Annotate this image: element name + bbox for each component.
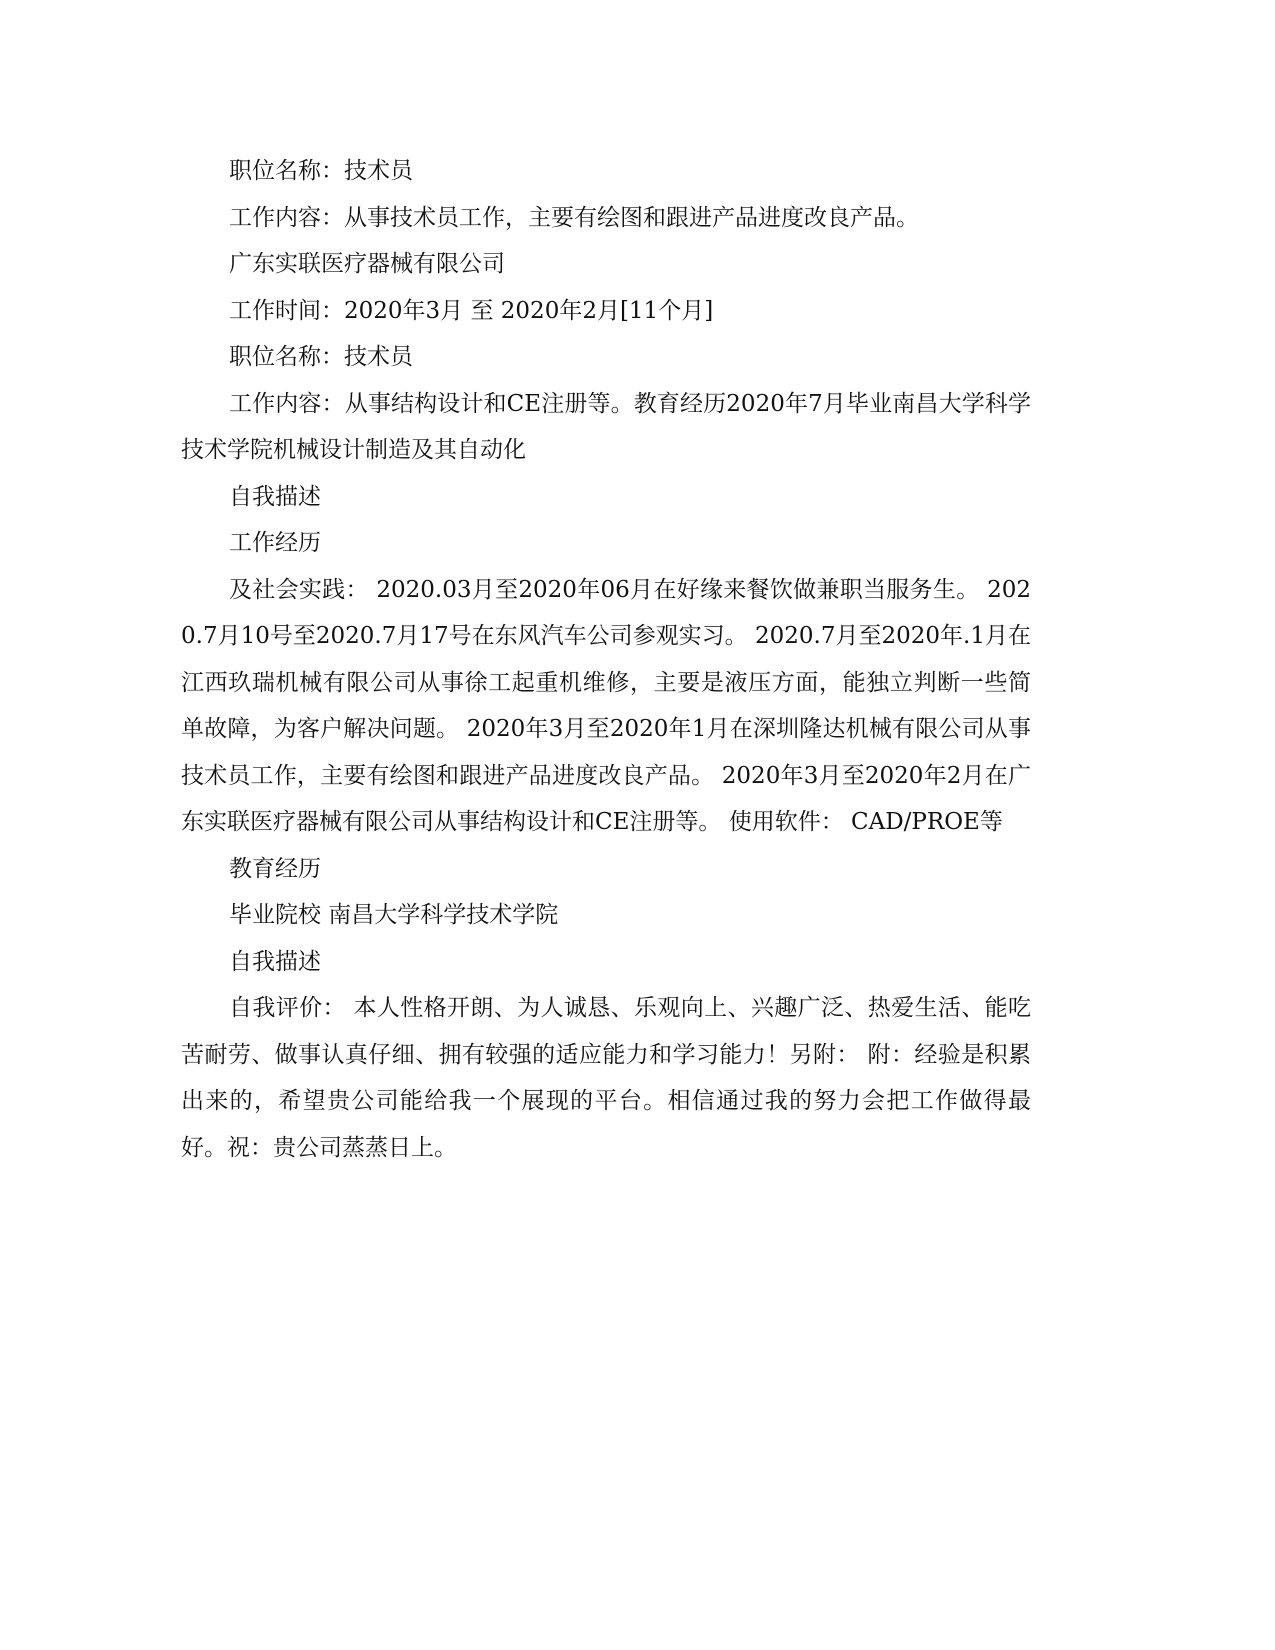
section-heading: 自我描述 [229,948,321,975]
job-description-line: 工作内容：从事结构设计和CE注册等。教育经历2020年7月毕业南昌大学科学技术学院机械设计制造及其自动化 [181,390,1031,463]
work-period-line: 工作时间：2020年3月 至 2020年2月[11个月] [229,297,714,324]
section-heading: 工作经历 [229,530,321,556]
document-body [181,148,1031,1171]
work-experience-paragraph: 及社会实践： 2020.03月至2020年06月在好缘来餐饮做兼职当服务生。 2020.7月10号至2020.7月17号在东风汽车公司参观实习。 2020.7月至2020年.1月在江西玖瑞机械有限公司从事徐工起重机维修，主要是液压方面，能独立判断一些简单故障，为客户解决问题。 2020年3月至2020年1月在深圳隆达机械有限公司从事技术员工作，主要有绘图和跟进产品进度改良产品。 2020年3月至2020年2月在广东实联医疗器械有限公司从事结构设计和CE注册等。 使用软件： CAD/PROE等 [181,576,1031,835]
self-evaluation-paragraph: 自我评价： 本人性格开朗、为人诚恳、乐观向上、兴趣广泛、热爱生活、能吃苦耐劳、做事认真仔细、拥有较强的适应能力和学习能力！另附： 附：经验是积累出来的，希望贵公司能给我一个展现的平台。相信通过我的努力会把工作做得最好。祝：贵公司蒸蒸日上。 [181,995,1031,1161]
position-title-line: 职位名称：技术员 [229,344,413,370]
section-heading: 自我描述 [229,483,321,510]
job-description-line: 工作内容：从事技术员工作，主要有绘图和跟进产品进度改良产品。 [229,204,919,231]
section-heading: 教育经历 [229,855,321,882]
company-name-line: 广东实联医疗器械有限公司 [229,251,505,277]
position-title-line: 职位名称：技术员 [229,158,413,184]
school-line: 毕业院校 南昌大学科学技术学院 [229,902,559,928]
